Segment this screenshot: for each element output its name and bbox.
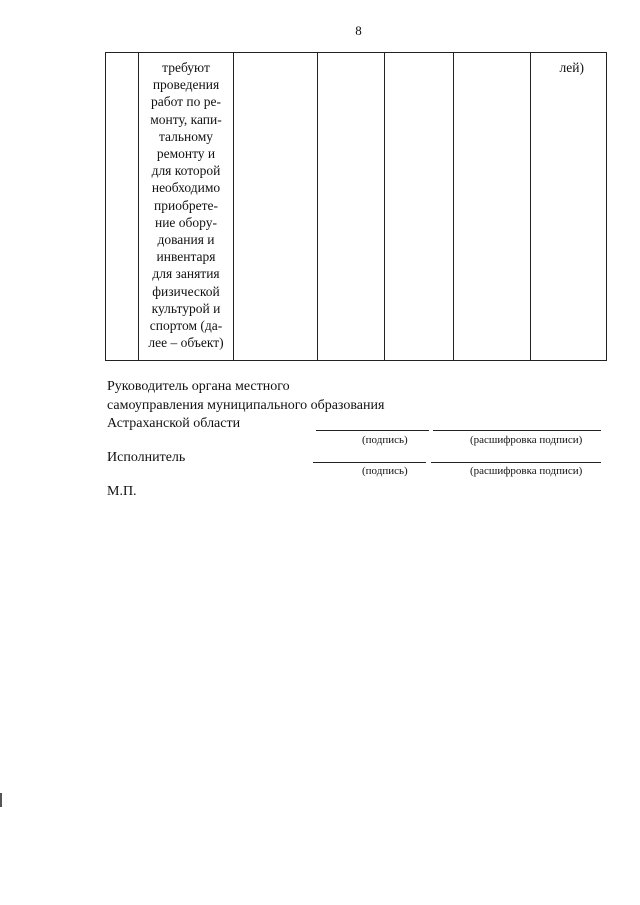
scan-margin-mark	[0, 793, 2, 807]
cell-line: спортом (да-	[149, 318, 223, 334]
table-cell-empty	[106, 53, 139, 361]
table-cell-empty	[318, 53, 385, 361]
continuation-table	[105, 52, 607, 361]
cell-line: ремонту и	[156, 146, 216, 162]
table-cell-empty	[234, 53, 318, 361]
cell-line: требуют	[162, 60, 210, 75]
table-cell-description	[139, 53, 234, 361]
cell-line: проведения	[152, 77, 220, 93]
head-decoding-line	[433, 430, 601, 431]
cell-line: для занятия	[152, 266, 220, 282]
cell-line: для которой	[151, 163, 221, 179]
head-signature-line	[316, 430, 429, 431]
table-cell-empty	[385, 53, 454, 361]
cell-line: инвентаря	[156, 249, 216, 265]
head-title-line-3: Астраханской области	[107, 416, 241, 431]
executor-signature-caption: (подпись)	[362, 465, 408, 477]
table-row	[106, 53, 607, 361]
cell-line: физической	[152, 283, 220, 299]
cell-line: лее – объект)	[148, 335, 224, 351]
executor-label: Исполнитель	[107, 450, 186, 465]
cell-line: дования и	[157, 232, 215, 248]
head-title-line-1: Руководитель органа местного	[107, 379, 290, 394]
executor-decoding-caption: (расшифровка подписи)	[470, 465, 583, 477]
executor-signature-line	[313, 462, 426, 463]
cell-line: необходимо	[151, 180, 221, 196]
cell-line: работ по ре-	[150, 94, 222, 110]
table-cell-empty	[454, 53, 531, 361]
cell-line: культурой и	[151, 300, 221, 316]
head-decoding-caption: (расшифровка подписи)	[470, 434, 583, 446]
executor-decoding-line	[431, 462, 601, 463]
cell-line: монту, капи-	[150, 111, 222, 127]
cell-line: тальному	[158, 128, 214, 144]
table-cell-last: лей)	[531, 53, 607, 361]
page-number: 8	[355, 23, 362, 38]
cell-line: приобрете-	[154, 197, 218, 213]
cell-line: ние обору-	[154, 214, 217, 230]
head-signature-caption: (подпись)	[362, 434, 408, 446]
seal-label: М.П.	[107, 484, 137, 499]
head-title-line-2: самоуправления муниципального образования	[107, 398, 385, 413]
